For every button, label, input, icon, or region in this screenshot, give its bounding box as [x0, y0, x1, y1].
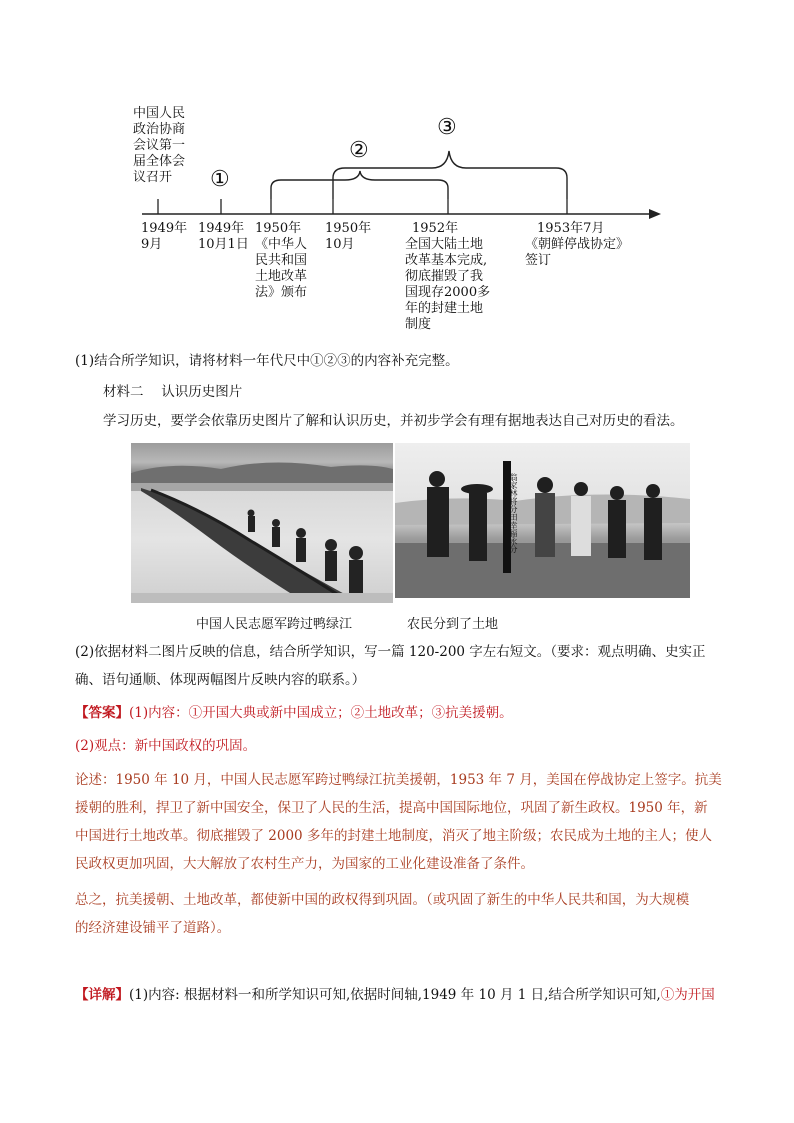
- marker-3: ③: [437, 115, 457, 140]
- detail-text: (1)内容: 根据材料一和所学知识可知,依据时间轴,1949 年 10 月 1 日,结合所学知识可知,: [129, 987, 661, 1003]
- essay-line-5: 总之，抗美援朝、土地改革，都使新中国的政权得到巩固。（或巩固了新生的中华人民共和国，为大规模: [75, 892, 690, 908]
- photo-yalu-river-crossing: [131, 443, 393, 603]
- question-2-line2: 确、语句通顺、体现两幅图片反映内容的联系。）: [75, 672, 366, 688]
- brace-3: [333, 151, 567, 199]
- detail-line: [75, 987, 715, 1004]
- answer-tag: 【答案】: [75, 705, 129, 721]
- axis-arrow: [649, 209, 661, 219]
- marker-2: ②: [349, 138, 369, 163]
- photo-sign-text: 翁家林将分田幸福永分: [509, 473, 518, 553]
- detail-tag: 【详解】: [75, 987, 129, 1003]
- date-1950-10: 1950年 10月: [325, 221, 372, 252]
- photo-farmers-scene: [395, 443, 690, 598]
- essay-line-3: 中国进行土地改革。彻底摧毁了 2000 多年的封建土地制度，消灭了地主阶级；农民成为土地的主人；使人: [75, 828, 712, 844]
- marker-1: ①: [210, 167, 230, 192]
- essay-line-1: 论述：1950 年 10 月，中国人民志愿军跨过鸭绿江抗美援朝，1953 年 7 月，美国在停战协定上签字。抗美: [75, 772, 722, 788]
- material-2-title: 材料二 认识历史图片: [103, 384, 243, 400]
- photo1-caption: 中国人民志愿军跨过鸭绿江: [196, 617, 353, 632]
- question-1: (1)结合所学知识，请将材料一年代尺中①②③的内容补充完整。: [75, 353, 459, 369]
- date-1949-10-1: 1949年 10月1日: [198, 221, 249, 252]
- question-2-line1: (2)依据材料二图片反映的信息，结合所学知识，写一篇 120-200 字左右短文。（要求：观点明确、史实正: [75, 644, 706, 660]
- timeline-top-event: 中国人民 政治协商 会议第一 届全体会 议召开: [133, 106, 186, 185]
- date-1953-7: 1953年7月 《朝鲜停战协定》 签订: [525, 221, 630, 268]
- answer-line1: [75, 705, 513, 722]
- brace-2: [271, 171, 448, 199]
- essay-line-2: 援朝的胜利，捍卫了新中国安全，保卫了人民的生活，提高中国国际地位，巩固了新生政权。1950 年，新: [75, 800, 708, 816]
- photo-farmers-land: [395, 443, 690, 598]
- essay-line-4: 民政权更加巩固，大大解放了农村生产力，为国家的工业化建设准备了条件。: [75, 856, 534, 872]
- detail-red-text: ①为开国: [660, 987, 715, 1003]
- essay-line-6: 的经济建设铺平了道路）。: [75, 920, 231, 936]
- photo2-caption: 农民分到了土地: [407, 617, 499, 632]
- date-1949-9: 1949年 9月: [141, 221, 188, 252]
- answer-part1: (1)内容：①开国大典或新中国成立；②土地改革；③抗美援朝。: [129, 705, 513, 721]
- material-2-intro: 学习历史，要学会依靠历史图片了解和认识历史，并初步学会有理有据地表达自己对历史的看法。: [103, 413, 684, 429]
- date-1950-land-law: 1950年 《中华人 民共和国 土地改革 法》颁布: [255, 221, 308, 300]
- photo-yalu-scene: [131, 443, 393, 603]
- date-1952: 1952年 全国大陆土地 改革基本完成, 彻底摧毁了我 国现存2000多 年的封建土地 制度: [405, 221, 491, 332]
- answer-line2: (2)观点：新中国政权的巩固。: [75, 738, 257, 754]
- timeline-axis: [0, 0, 794, 240]
